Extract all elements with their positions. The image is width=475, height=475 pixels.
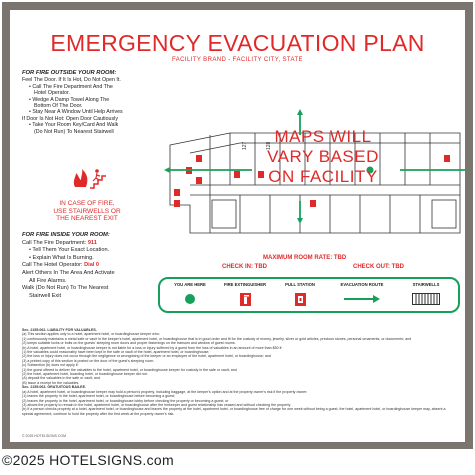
operator-number: Dial 0 — [84, 262, 100, 269]
fire-dept-number: 911 — [87, 239, 97, 246]
footer-site: © 2025 HOTELSIGNS.COM — [22, 434, 67, 438]
legal-statutes — [22, 328, 454, 416]
legal-heading: Sec. 2155.062. LIABILITY FOR VALUABLES. — [22, 328, 97, 332]
fire-stairwell-warning — [22, 200, 152, 223]
overlay-line: VARY BASED — [267, 147, 379, 166]
warning-line: USE STAIRWELLS OR — [53, 207, 121, 215]
overlay-line: ON FACILITY — [268, 167, 378, 186]
legal-line: (2) keeps suitable locks or bolts on the guests' sleeping room doors and proper fastenings on the transom and window of guest rooms. — [22, 341, 236, 346]
inside-room-instructions — [22, 232, 167, 300]
fire-extinguisher-icon — [240, 293, 251, 306]
page-title: EMERGENCY EVACUATION PLAN — [50, 30, 425, 56]
instruction-line: • Wedge A Damp Towel Along The — [29, 96, 110, 103]
warning-line: THE NEAREST EXIT — [56, 215, 118, 222]
fire-stairwell-icon — [70, 165, 110, 191]
page-subtitle: FACILITY BRAND - FACILITY CITY, STATE — [172, 57, 303, 63]
room-number: 127 — [242, 141, 248, 150]
call-operator-text: Call The Hotel Operator: — [22, 262, 83, 269]
instruction-line: (Do Not Run) To Nearest Stairwell — [34, 128, 114, 135]
instruction-line: • Take Your Room Key/Card And Walk — [29, 122, 119, 129]
call-fire-dept-text: Call The Fire Department: — [22, 239, 87, 246]
legend-label-pull-station: PULL STATION — [285, 282, 315, 287]
map-overlay-notice — [228, 127, 418, 187]
legal-line: (3) allows the property to remain in the hotel, apartment hotel, or boardinghouse after the innkeeper and guest relationship has ceased and without checking the property. — [22, 402, 292, 407]
room-number: 128 — [266, 141, 272, 150]
instruction-line: All Fire Alarms. — [29, 277, 67, 284]
legal-line: (1) the valuables could reasonably have been kept in the safe or vault of the hotel, apartment hotel, or boardinghouse; — [22, 350, 210, 355]
legend-label-extinguisher: FIRE EXTINGUISHER — [223, 282, 267, 287]
legal-line: (c) Subsection (b) does not apply if: — [22, 363, 79, 368]
legal-line: (B) issue a receipt for the valuables. — [22, 380, 80, 385]
you-are-here-icon — [184, 293, 196, 305]
stairwells-icon — [412, 293, 440, 305]
legal-line: (A) deposit the valuables in the safe or vault; and — [22, 376, 100, 381]
instruction-line: Feel The Door. If It Is Hot, Do Not Open It. — [22, 77, 121, 84]
check-out-time: CHECK OUT: TBD — [353, 264, 404, 270]
inside-room-heading: FOR FIRE INSIDE YOUR ROOM: — [22, 232, 110, 238]
legend-label-evacuation-route: EVACUATION ROUTE — [340, 282, 384, 287]
outside-room-instructions — [22, 70, 167, 135]
sign-panel — [10, 10, 465, 442]
outside-room-heading: FOR FIRE OUTSIDE YOUR ROOM: — [22, 70, 117, 76]
legend-label-stairwells: STAIRWELLS — [412, 282, 440, 287]
legal-line: (a) This section applies only to a hotel, apartment hotel, or boardinghouse keeper who: — [22, 332, 160, 337]
instruction-line: Hotel Operator. — [34, 90, 70, 97]
legal-line: (1) continuously maintains a metal safe or vault in the keeper's hotel, apartment hotel, or boardinghouse that is in good order and fit for the custody of money, jewelry, silver or gold articles, precious stones, personal ornaments, or documents; and — [22, 336, 412, 341]
evacuation-route-arrow-icon — [344, 293, 380, 305]
call-fire-dept-line — [22, 240, 167, 248]
call-operator-line — [22, 262, 167, 270]
instruction-line: If Door Is Not Hot: Open Door Cautiously — [22, 115, 118, 122]
legal-line: (2) the loss or injury does not occur through the negligence or wrongdoing of the keeper or an employee of the hotel, apartment hotel, or boardinghouse; and — [22, 354, 271, 359]
pull-station-icon — [295, 293, 306, 306]
max-room-rate: MAXIMUM ROOM RATE: TBD — [263, 255, 347, 261]
check-in-time: CHECK IN: TBD — [222, 264, 267, 270]
instruction-line: Alert Others In The Area And Activate — [22, 269, 115, 276]
legal-line: (1) the guest offered to deliver the valuables to the hotel, apartment hotel, or boardinghouse keeper for custody in the safe or vault; and — [22, 367, 237, 372]
instruction-line: Stairwell Exit — [29, 292, 62, 299]
legal-line: (a) A hotel, apartment hotel, or boardinghouse keeper may hold a person's property, including baggage, at the keeper's option and at the property owner's risk if the property owner: — [22, 389, 308, 394]
map-legend — [158, 277, 460, 313]
instruction-line: • Tell Them Your Exact Location. — [29, 247, 110, 254]
instruction-line: Walk (Do Not Run) To The Nearest — [22, 285, 109, 292]
copyright-watermark: ©2025 HOTELSIGNS.com — [2, 452, 174, 468]
legal-line: (b) A hotel, apartment hotel, or boardinghouse keeper is not liable for a loss or injury suffered by a guest from the loss of valuables in an amount of more than $50 if: — [22, 345, 283, 350]
instruction-line: • Stay Near A Window Until Help Arrives — [29, 109, 123, 116]
warning-line: IN CASE OF FIRE, — [59, 200, 115, 207]
instruction-line: Bottom Of The Door. — [34, 103, 83, 110]
legal-line: (3) a printed copy of this section is posted on the door of the guest's sleeping room. — [22, 358, 155, 363]
legal-line: (2) the hotel, apartment hotel, boarding hotel, or boardinghouse keeper did not: — [22, 372, 148, 377]
legend-label-you-are-here: YOU ARE HERE — [174, 282, 206, 287]
instruction-line: • Explain What Is Burning. — [29, 254, 94, 261]
legal-heading: Sec. 2155.063. GRATUITOUS BAILEE. — [22, 385, 86, 390]
legal-line: (1) leaves the property in the hotel, apartment hotel, or boardinghouse before becoming a guest; — [22, 394, 176, 399]
instruction-line: • Call The Fire Department And The — [29, 83, 113, 90]
legal-line: (2) leaves the property in the hotel, apartment hotel, or boardinghouse lobby before checking the property or becoming a guest; or — [22, 398, 229, 403]
overlay-line: MAPS WILL — [274, 127, 372, 146]
legal-line: (b) If a person checks property at a hotel, apartment hotel, or boardinghouse and leaves the property at the hotel, apartment hotel, or boardinghouse free of charge for one week without being a guest, the hotel, apartment hotel, or boardinghouse keeper may, absent a special agreement, continue to hold the property after the first week at the property owner's risk. — [22, 407, 446, 416]
